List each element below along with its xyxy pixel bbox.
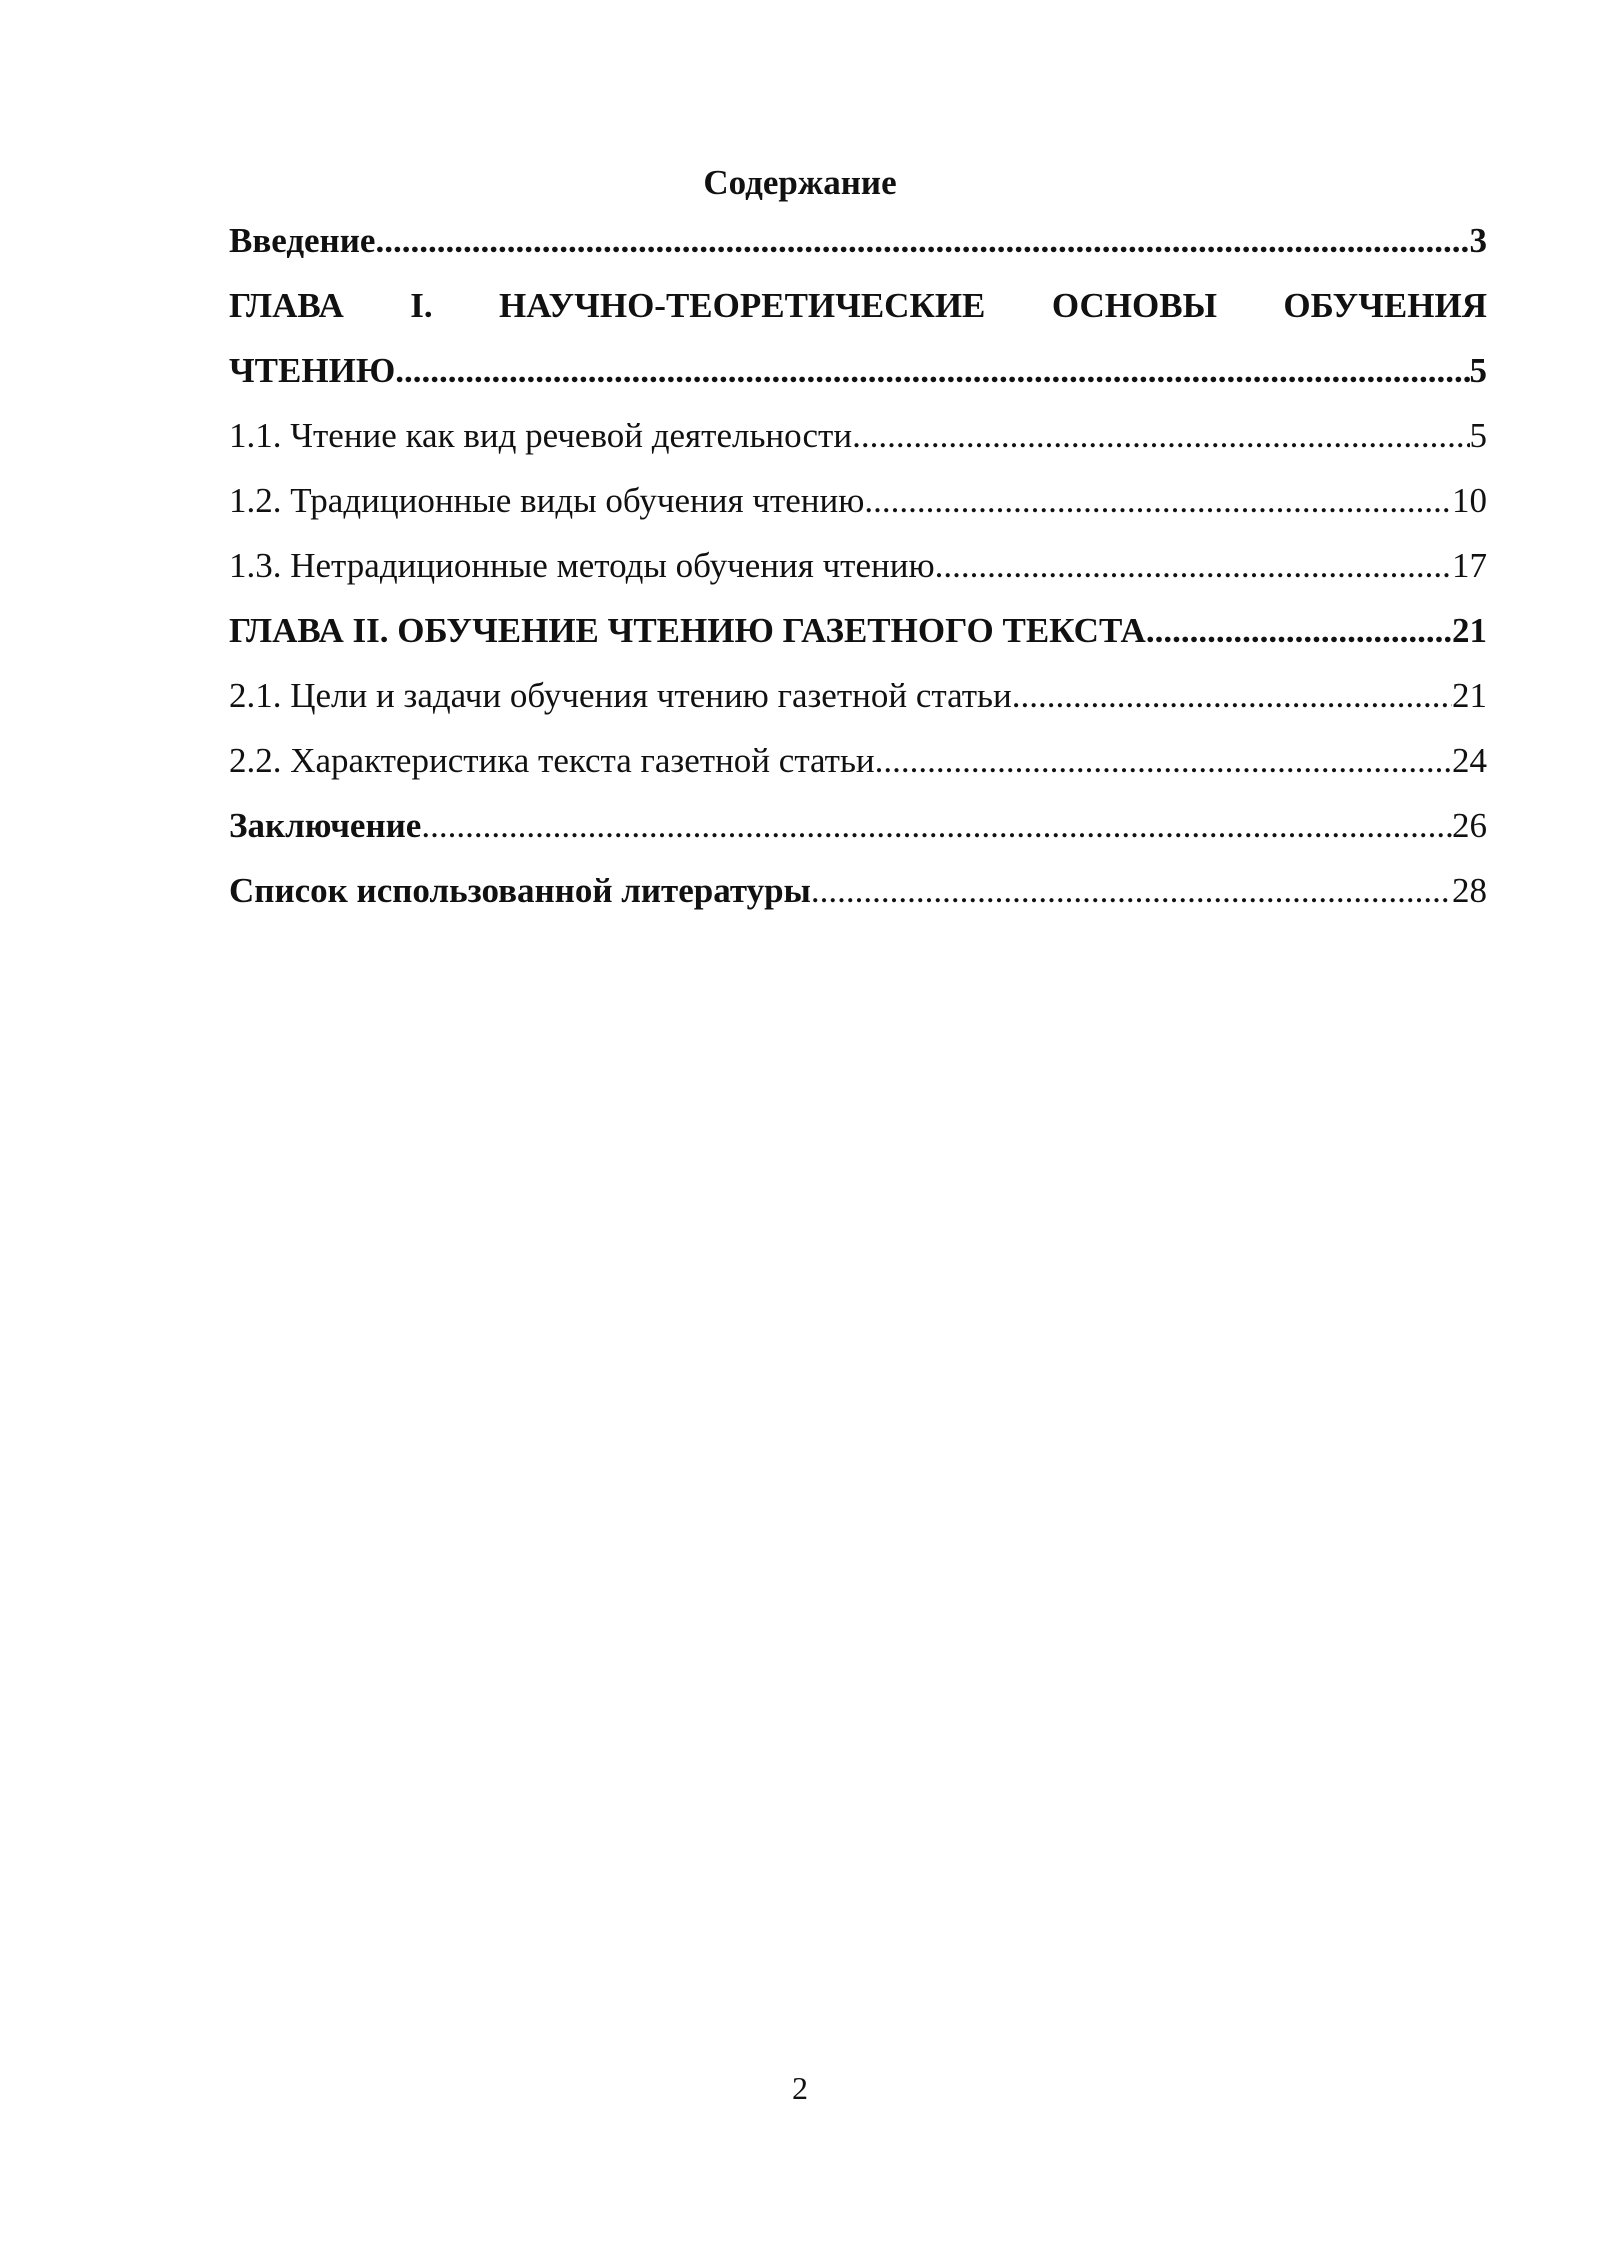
toc-entry-title: 2.2. Характеристика текста газетной статьи xyxy=(229,741,875,780)
toc-entry-title: ЧТЕНИЮ. xyxy=(229,351,404,390)
toc-entry-chapter-1-line1[interactable] xyxy=(229,273,1487,338)
dot-leader xyxy=(935,533,1452,598)
toc-entry-title: Список использованной литературы xyxy=(229,871,811,910)
dot-leader xyxy=(421,793,1452,858)
toc-entry-chapter-2[interactable] xyxy=(229,598,1487,663)
dot-leader xyxy=(1146,598,1452,663)
page-number: 2 xyxy=(792,2070,808,2106)
toc-entry-title: 1.1. Чтение как вид речевой деятельности xyxy=(229,416,853,455)
toc-title: Содержание xyxy=(703,163,897,202)
toc-entry-title: 1.3. Нетрадиционные методы обучения чтению xyxy=(229,546,935,585)
dot-leader xyxy=(864,468,1452,533)
dot-leader xyxy=(404,338,1470,403)
toc-entry-page: 24 xyxy=(1452,741,1487,780)
toc-entry-title: 1.2. Традиционные виды обучения чтению xyxy=(229,481,865,520)
dot-leader xyxy=(1012,663,1452,728)
toc-entry-page: 28 xyxy=(1452,871,1487,910)
toc-entry-section-1-2[interactable] xyxy=(229,468,1487,533)
toc-entry-section-2-2[interactable] xyxy=(229,728,1487,793)
toc-entry-page: 21 xyxy=(1452,611,1487,650)
toc-entry-page: 5 xyxy=(1469,351,1487,390)
dot-leader xyxy=(811,858,1452,923)
toc-entry-title: ГЛАВА II. ОБУЧЕНИЕ ЧТЕНИЮ ГАЗЕТНОГО ТЕКСТА xyxy=(229,611,1146,650)
toc-word: ГЛАВА xyxy=(229,286,344,325)
toc-word: I. xyxy=(410,286,433,325)
dot-leader xyxy=(875,728,1452,793)
toc-entry-bibliography[interactable] xyxy=(229,858,1487,923)
toc-entry-section-1-3[interactable] xyxy=(229,533,1487,598)
toc-entry-page: 21 xyxy=(1452,676,1487,715)
toc-entry-conclusion[interactable] xyxy=(229,793,1487,858)
toc-word: ОБУЧЕНИЯ xyxy=(1283,286,1487,325)
toc-entry-page: 10 xyxy=(1452,481,1487,520)
toc-entry-page: 5 xyxy=(1469,416,1487,455)
toc-entry-section-1-1[interactable] xyxy=(229,403,1487,468)
toc-entry-page: 26 xyxy=(1452,806,1487,845)
toc-word: ОСНОВЫ xyxy=(1051,286,1217,325)
toc-entry-page: 3 xyxy=(1469,221,1487,260)
toc-entry-title: Введение xyxy=(229,221,376,260)
toc-entry-introduction[interactable] xyxy=(229,208,1487,273)
toc-entry-section-2-1[interactable] xyxy=(229,663,1487,728)
dot-leader xyxy=(852,403,1469,468)
dot-leader xyxy=(375,208,1469,273)
toc-entry-page: 17 xyxy=(1452,546,1487,585)
toc-entry-title: 2.1. Цели и задачи обучения чтению газетной статьи xyxy=(229,676,1012,715)
table-of-contents xyxy=(229,208,1487,923)
toc-entry-title: Заключение xyxy=(229,806,422,845)
toc-word: НАУЧНО-ТЕОРЕТИЧЕСКИЕ xyxy=(499,286,986,325)
toc-entry-chapter-1-line2[interactable] xyxy=(229,338,1487,403)
